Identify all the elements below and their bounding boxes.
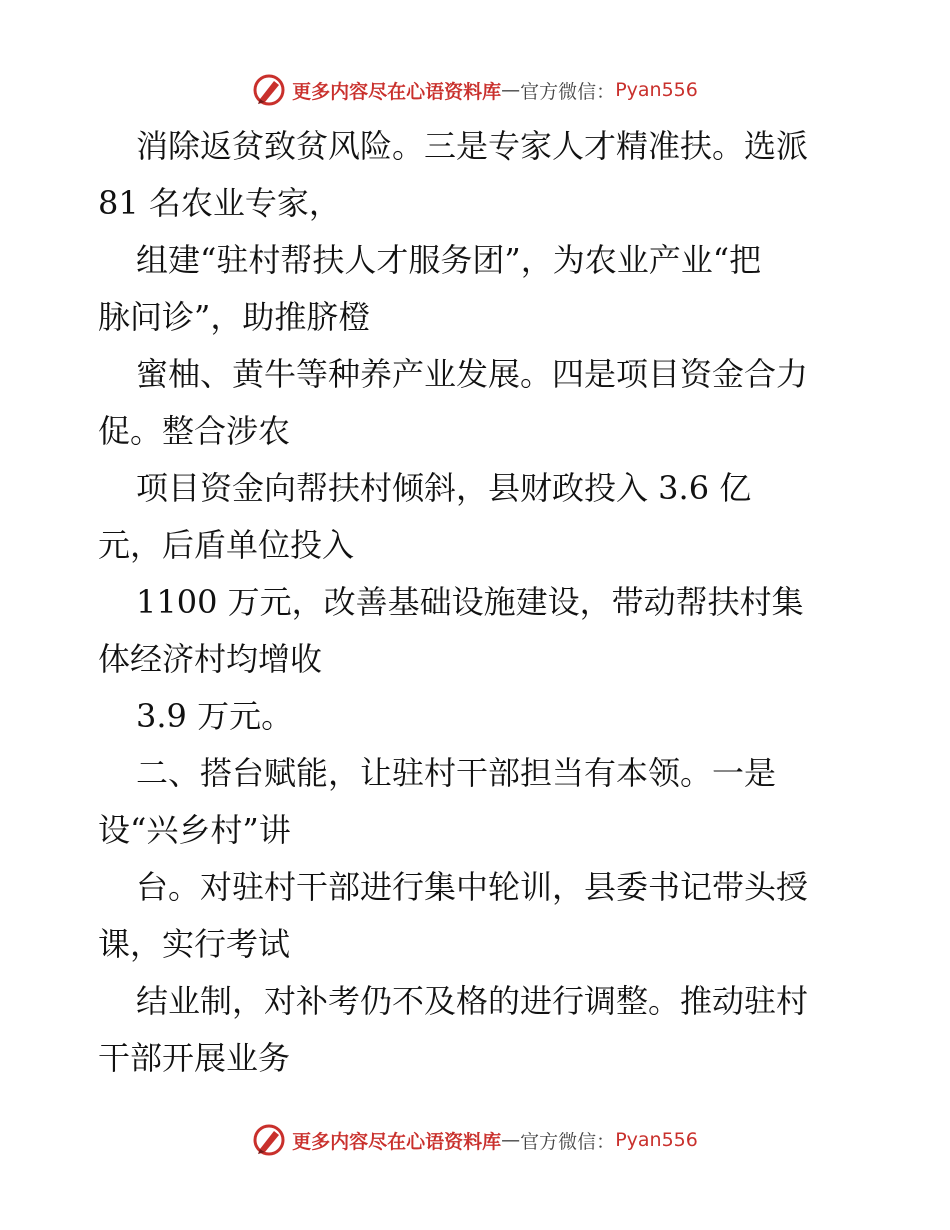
watermark-brand: 更多内容尽在心语资料库 <box>292 80 502 103</box>
text-line: 结业制，对补考仍不及格的进行调整。推动驻村 <box>136 982 809 1020</box>
text-line: 干部开展业务 <box>98 1039 291 1077</box>
text-line: 课，实行考试 <box>98 925 291 963</box>
text-line: 脉问诊”，助推脐橙 <box>98 298 371 336</box>
text-line: 二、搭台赋能，让驻村干部担当有本领。一是 <box>136 754 777 792</box>
watermark-wechat-id: Pyan556 <box>615 1129 698 1151</box>
document-body <box>98 118 858 1087</box>
watermark-separator: — <box>501 79 521 101</box>
text-line: 促。整合涉农 <box>98 412 291 450</box>
footer-watermark <box>0 1120 950 1160</box>
text-line: 设“兴乡村”讲 <box>98 811 291 849</box>
watermark-wechat-id: Pyan556 <box>615 79 698 101</box>
pen-logo-icon <box>252 73 286 107</box>
text-line: 消除返贫致贫风险。三是专家人才精准扶。选派 <box>136 127 809 165</box>
text-line: 3.9 万元。 <box>136 697 294 735</box>
watermark-official-label: 官方微信： <box>520 80 616 103</box>
text-line: 元，后盾单位投入 <box>98 526 355 564</box>
text-line: 81 名农业专家， <box>98 184 341 222</box>
text-line: 项目资金向帮扶村倾斜，县财政投入 3.6 亿 <box>136 469 752 507</box>
text-line: 组建“驻村帮扶人才服务团”，为农业产业“把 <box>136 241 762 279</box>
text-line: 台。对驻村干部进行集中轮训，县委书记带头授 <box>136 868 809 906</box>
watermark-separator: — <box>501 1129 521 1151</box>
watermark-official-label: 官方微信： <box>520 1130 616 1153</box>
pen-logo-icon <box>252 1123 286 1157</box>
text-line: 1100 万元，改善基础设施建设，带动帮扶村集 <box>136 583 804 621</box>
header-watermark <box>0 70 950 110</box>
text-line: 蜜柚、黄牛等种养产业发展。四是项目资金合力 <box>136 355 809 393</box>
watermark-brand: 更多内容尽在心语资料库 <box>292 1130 502 1153</box>
text-line: 体经济村均增收 <box>98 640 323 678</box>
